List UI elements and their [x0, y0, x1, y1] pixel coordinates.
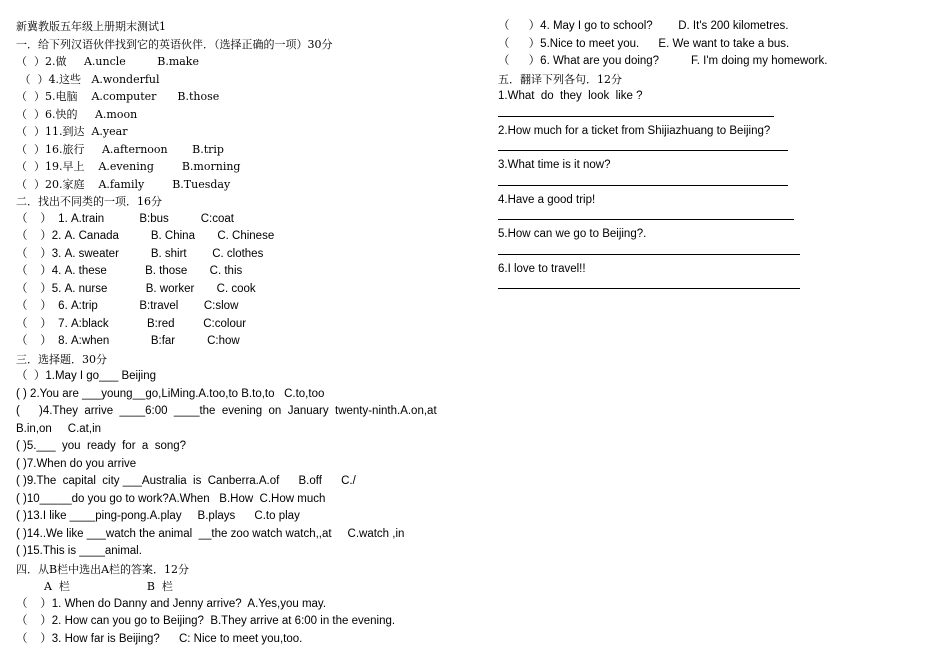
answer-blank-line[interactable] — [498, 254, 800, 255]
sec2-row: （ ） 6. A:trip B:travel C:slow — [16, 300, 239, 312]
sec2-row: （ ） 8. A:when B:far C:how — [16, 335, 240, 347]
sec3-row: ( )5.___ you ready for a song? — [16, 440, 187, 452]
sec3-row: B.in,on C.at,in — [16, 422, 102, 435]
sec1-row: （ ）5.电脑 A.computer B.those — [16, 90, 220, 103]
right-column — [498, 18, 938, 295]
sec4-row: （ ）5.Nice to meet you. E. We want to take a bus. — [498, 37, 790, 50]
translation-question: 4.Have a good trip! — [498, 193, 596, 206]
sec2-row: （ ）4. A. these B. those C. this — [16, 265, 243, 277]
sec3-row: ( )9.The capital city ___Australia is Canberra.A.of B.off C./ — [16, 475, 356, 487]
sec4-row: （ ）2. How can you go to Beijing? B.They arrive at 6:00 in the evening. — [16, 615, 396, 627]
section-2-heading: 二．找出不同类的一项．16分 — [16, 195, 162, 208]
sec2-row: （ ） 7. A:black B:red C:colour — [16, 317, 247, 330]
sec3-row: ( )7.When do you arrive — [16, 457, 137, 470]
sec3-row: ( )10_____do you go to work?A.When B.How C.How much — [16, 492, 326, 505]
sec1-row: （ ）19.早上 A.evening B.morning — [16, 160, 241, 173]
translation-question: 1.What do they look like ? — [498, 90, 643, 102]
answer-blank-line[interactable] — [498, 288, 800, 289]
sec1-row: （ ）2.做 A.uncle B.make — [16, 55, 199, 68]
left-column — [16, 18, 466, 648]
section-3-heading: 三．选择题．30分 — [16, 352, 107, 366]
sec3-row: ( )13.I like ____ping-pong.A.play B.plays C.to play — [16, 510, 300, 522]
sec3-row: （ ）1.May I go___ Beijing — [16, 370, 156, 382]
translation-question: 2.How much for a ticket from Shijiazhuang to Beijing? — [498, 124, 771, 137]
sec4-column-header: A 栏 B 栏 — [16, 580, 173, 593]
sec3-row: ( ) 2.You are ___young__go,LiMing.A.too,to B.to,to C.to,too — [16, 387, 325, 400]
sec4-row: （ ）3. How far is Beijing? C: Nice to meet you,too. — [16, 632, 303, 645]
sec1-row: （ ）11.到达 A.year — [16, 125, 128, 138]
sec4-row: （ ）4. May I go to school? D. It's 200 kilometres. — [498, 20, 789, 32]
sec4-row: （ ）6. What are you doing? F. I'm doing my homework. — [498, 55, 828, 67]
answer-blank-line[interactable] — [498, 219, 794, 220]
translation-question: 3.What time is it now? — [498, 159, 611, 171]
answer-blank-line[interactable] — [498, 185, 788, 186]
doc-title: 新冀教版五年级上册期末测试1 — [16, 20, 166, 33]
answer-blank-line[interactable] — [498, 150, 788, 151]
sec2-row: （ ） 1. A.train B:bus C:coat — [16, 212, 234, 225]
sec2-row: （ ）5. A. nurse B. worker C. cook — [16, 282, 256, 295]
section-4-heading: 四．从B栏中选出A栏的答案．12分 — [16, 562, 190, 576]
answer-blank-line[interactable] — [498, 116, 774, 117]
sec1-row: （ ）6.快的 A.moon — [16, 107, 138, 121]
translation-question: 6.I love to travel!! — [498, 262, 586, 275]
section-5-heading: 五．翻译下列各句．12分 — [498, 72, 622, 86]
sec4-row: （ ）1. When do Danny and Jenny arrive? A.Yes,you may. — [16, 597, 327, 610]
sec3-row: ( )4.They arrive ____6:00 ____the evening on January twenty-ninth.A.on,at — [16, 405, 437, 417]
sec2-row: （ ）2. A. Canada B. China C. Chinese — [16, 230, 275, 242]
sec2-row: （ ）3. A. sweater B. shirt C. clothes — [16, 247, 264, 260]
section-1-heading: 一．给下列汉语伙伴找到它的英语伙伴．（选择正确的一项）30分 — [16, 37, 333, 51]
sec1-row: （ ）4.这些 A.wonderful — [16, 72, 160, 86]
sec3-row: ( )14..We like ___watch the animal __the zoo watch watch,,at C.watch ,in — [16, 527, 405, 540]
sec1-row: （ ）20.家庭 A.family B.Tuesday — [16, 177, 231, 191]
sec3-row: ( )15.This is ____animal. — [16, 545, 142, 557]
sec1-row: （ ）16.旅行 A.afternoon B.trip — [16, 142, 224, 156]
translation-question: 5.How can we go to Beijing?. — [498, 228, 647, 240]
